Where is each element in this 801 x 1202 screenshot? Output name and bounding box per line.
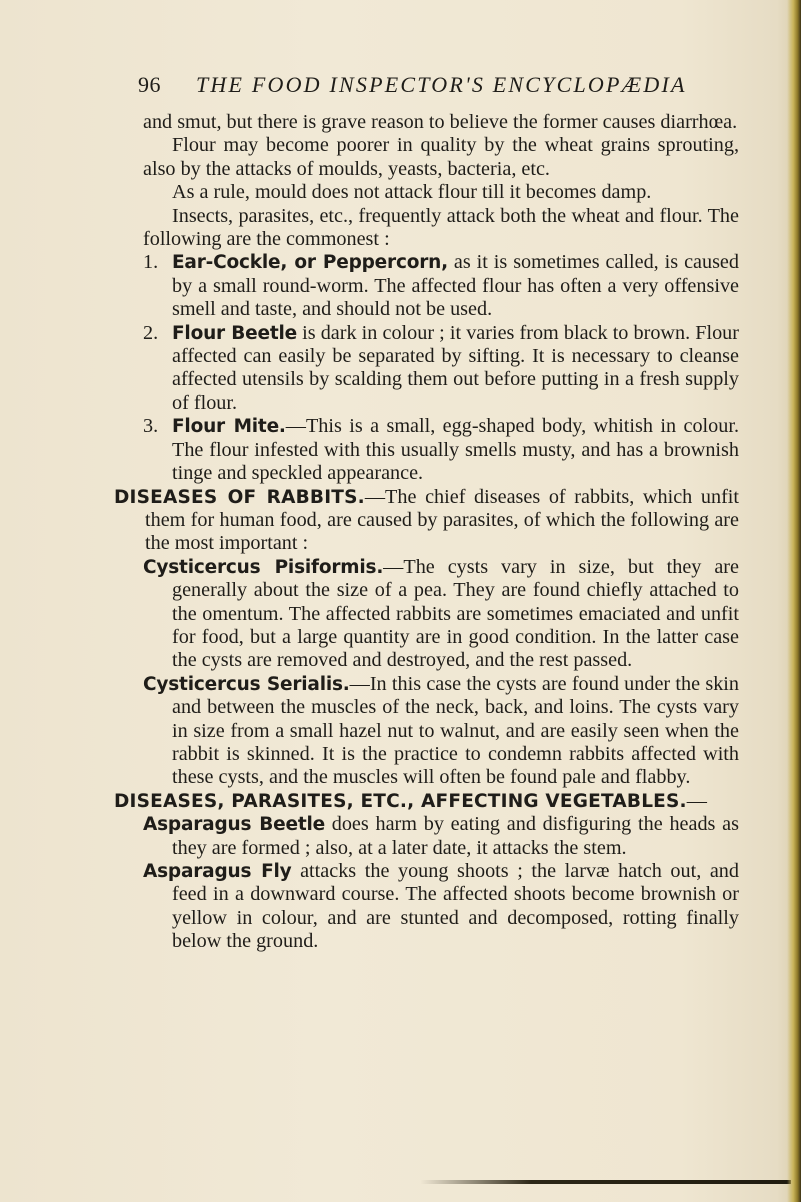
entry-name: Flour Beetle [172, 322, 298, 344]
entry-name: Asparagus Beetle [143, 814, 325, 836]
entry-text: —This is a small, egg-shaped body, whitish in colour. The flour infested with this usually smells musty, and has a brownish tinge and speckled appearance. [172, 415, 739, 485]
page-number: 96 [138, 72, 161, 97]
page-edge [787, 0, 801, 1202]
entry-text: —In this case the cysts are found under the skin and between the muscles of the neck, back, and loins. The cysts vary in size from a small hazel nut to walnut, and are easily seen when the rabbit is skinned. It is the practice to condemn rabbits affected with these cysts, and the muscles will often be found pale and flabby. [172, 672, 739, 789]
paragraph: As a rule, mould does not attack flour till it becomes damp. [172, 181, 652, 204]
list-item [143, 673, 739, 790]
paragraph: Flour may become poorer in quality by the wheat grains sprouting, also by the attacks of moulds, yeasts, bacteria, etc. [143, 134, 739, 180]
running-title: THE FOOD INSPECTOR'S ENCYCLOPÆDIA [196, 72, 687, 97]
list-item [143, 322, 739, 416]
paragraph: Insects, parasites, etc., frequently attack both the wheat and flour. The following are the commonest : [143, 204, 739, 251]
list-number: 1. [143, 251, 159, 274]
section-heading: DISEASES, PARASITES, ETC., AFFECTING VEGETABLES. [114, 790, 687, 812]
list-item [143, 860, 739, 954]
entry-name: Cysticercus Pisiformis. [143, 556, 384, 578]
section-intro: —The chief diseases of rabbits, which unfit them for human food, are caused by parasites, of which the following are the most important : [145, 485, 740, 555]
entry-name: Ear-Cockle, or Peppercorn, [172, 252, 448, 274]
paragraph: and smut, but there is grave reason to believe the former causes diarrhœa. [143, 111, 738, 133]
list-item [143, 813, 739, 860]
entry-name: Asparagus Fly [143, 861, 292, 882]
heading-dash: — [686, 789, 707, 812]
binding-shadow [420, 1180, 791, 1184]
entry-text: attacks the young shoots ; the larvæ hatch out, and feed in a downward course. The affected shoots become brownish or yellow in colour, and are stunted and decomposed, rotting finally below the ground. [172, 860, 739, 953]
list-item [143, 415, 739, 485]
entry-text: does harm by eating and disfiguring the heads as they are formed ; also, at a later date, it attacks the stem. [172, 813, 739, 859]
page-body [114, 111, 740, 954]
list-number: 3. [143, 415, 159, 438]
entry-text: is dark in colour ; it varies from black to brown. Flour affected can easily be separated by sifting. It is necessary to cleanse affected utensils by scalding them out before putting in a fresh supply of flour. [172, 321, 739, 414]
entry-name: Flour Mite. [172, 416, 286, 438]
entry-text: —The cysts vary in size, but they are generally about the size of a pea. They are found chiefly attached to the omentum. The affected rabbits are sometimes emaciated and unfit for food, but a large quantity are in good condition. In the latter case the cysts are removed and destroyed, and the rest passed. [172, 555, 739, 672]
list-item [143, 251, 739, 321]
section-rabbits [114, 486, 739, 556]
section-vegetables [114, 790, 739, 813]
entry-text: as it is sometimes called, is caused by a small round-worm. The affected flour has often a very offensive smell and taste, and should not be used. [172, 251, 739, 321]
entry-name: Cysticercus Serialis. [143, 673, 350, 695]
list-number: 2. [143, 321, 159, 344]
list-item [143, 556, 739, 673]
section-heading: DISEASES OF RABBITS. [114, 486, 365, 508]
